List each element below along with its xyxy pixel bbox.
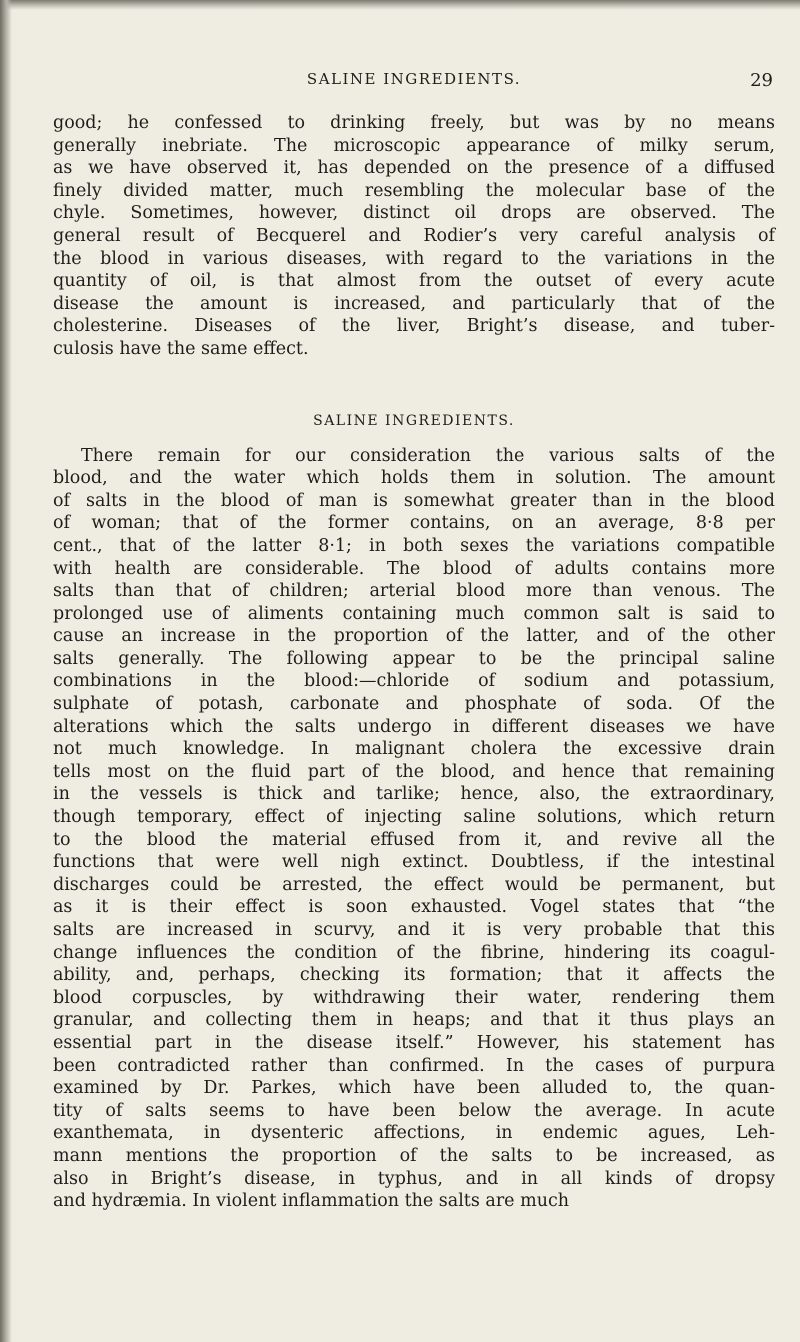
text-line: ability, and, perhaps, checking its formation; that it affects the [53, 965, 775, 986]
book-gutter-shadow [0, 0, 12, 1342]
text-line: cent., that of the latter 8·1; in both sexes the variations compatible [53, 535, 775, 556]
text-line: discharges could be arrested, the effect would be permanent, but [53, 874, 775, 895]
text-line: granular, and collecting them in heaps; and that it thus plays an [53, 1010, 775, 1031]
paragraph-continued [53, 112, 775, 361]
text-line: good; he confessed to drinking freely, but was by no means [53, 113, 775, 133]
page-top-shadow [0, 0, 800, 10]
paragraph-saline-ingredients [53, 445, 775, 1213]
text-line: cause an increase in the proportion of the latter, and of the other [53, 626, 775, 647]
text-line: alterations which the salts undergo in different diseases we have [53, 716, 775, 737]
section-heading: SALINE INGREDIENTS. [313, 412, 515, 429]
text-line: of woman; that of the former contains, on an average, 8·8 per [53, 513, 775, 534]
text-line: also in Bright’s disease, in typhus, and in all kinds of dropsy [53, 1168, 775, 1189]
text-line: functions that were well nigh extinct. Doubtless, if the intestinal [53, 852, 775, 873]
text-line: mann mentions the proportion of the salts to be increased, as [53, 1145, 775, 1166]
text-line: the blood in various diseases, with regard to the variations in the [53, 248, 775, 269]
text-line: examined by Dr. Parkes, which have been alluded to, the quan- [53, 1078, 775, 1099]
text-line: There remain for our consideration the various salts of the [81, 445, 775, 466]
text-line: generally inebriate. The microscopic appearance of milky serum, [53, 135, 775, 156]
text-line: disease the amount is increased, and particularly that of the [53, 293, 775, 314]
text-line: combinations in the blood:—chloride of sodium and potassium, [53, 671, 775, 692]
text-line: been contradicted rather than confirmed. In the cases of purpura [53, 1055, 775, 1076]
text-line: general result of Becquerel and Rodier’s very careful analysis of [53, 225, 775, 246]
text-line: to the blood the material effused from it, and revive all the [53, 829, 775, 850]
text-line: essential part in the disease itself.” However, his statement has [53, 1032, 775, 1053]
text-line: and hydræmia. In violent inflammation the salts are much [53, 1191, 570, 1212]
text-line: salts than that of children; arterial blood more than venous. The [53, 581, 775, 602]
text-line: exanthemata, in dysenteric affections, in endemic agues, Leh- [53, 1123, 775, 1144]
text-line: quantity of oil, is that almost from the outset of every acute [53, 271, 775, 292]
text-line: finely divided matter, much resembling the molecular base of the [53, 180, 775, 201]
text-line: sulphate of potash, carbonate and phosphate of soda. Of the [53, 694, 775, 715]
text-line: change influences the condition of the fibrine, hindering its coagul- [53, 942, 775, 963]
text-line: salts are increased in scurvy, and it is very probable that this [53, 920, 775, 940]
text-line: tells most on the fluid part of the blood, and hence that remaining [53, 761, 775, 782]
running-head: SALINE INGREDIENTS. [306, 70, 522, 88]
text-line: in the vessels is thick and tarlike; hence, also, the extraordinary, [53, 784, 775, 805]
text-line: not much knowledge. In malignant cholera the excessive drain [53, 739, 775, 760]
text-line: chyle. Sometimes, however, distinct oil drops are observed. The [53, 203, 775, 224]
text-line: cholesterine. Diseases of the liver, Bright’s disease, and tuber- [53, 316, 775, 337]
text-line: blood corpuscles, by withdrawing their water, rendering them [53, 987, 775, 1008]
text-line: though temporary, effect of injecting saline solutions, which return [53, 807, 775, 828]
text-line: tity of salts seems to have been below the average. In acute [53, 1100, 775, 1121]
text-line: of salts in the blood of man is somewhat greater than in the blood [53, 490, 775, 511]
text-line: salts generally. The following appear to be the principal saline [53, 648, 775, 669]
text-line: prolonged use of aliments containing much common salt is said to [53, 603, 775, 624]
page-header [53, 70, 775, 98]
text-line: as it is their effect is soon exhausted. Vogel states that “the [53, 897, 775, 918]
text-line: blood, and the water which holds them in solution. The amount [53, 468, 775, 489]
book-page [53, 70, 775, 1213]
page-number: 29 [750, 70, 773, 91]
text-line: culosis have the same effect. [53, 338, 309, 359]
text-line: with health are considerable. The blood of adults contains more [53, 558, 775, 579]
text-line: as we have observed it, has depended on the presence of a diffused [53, 158, 775, 179]
